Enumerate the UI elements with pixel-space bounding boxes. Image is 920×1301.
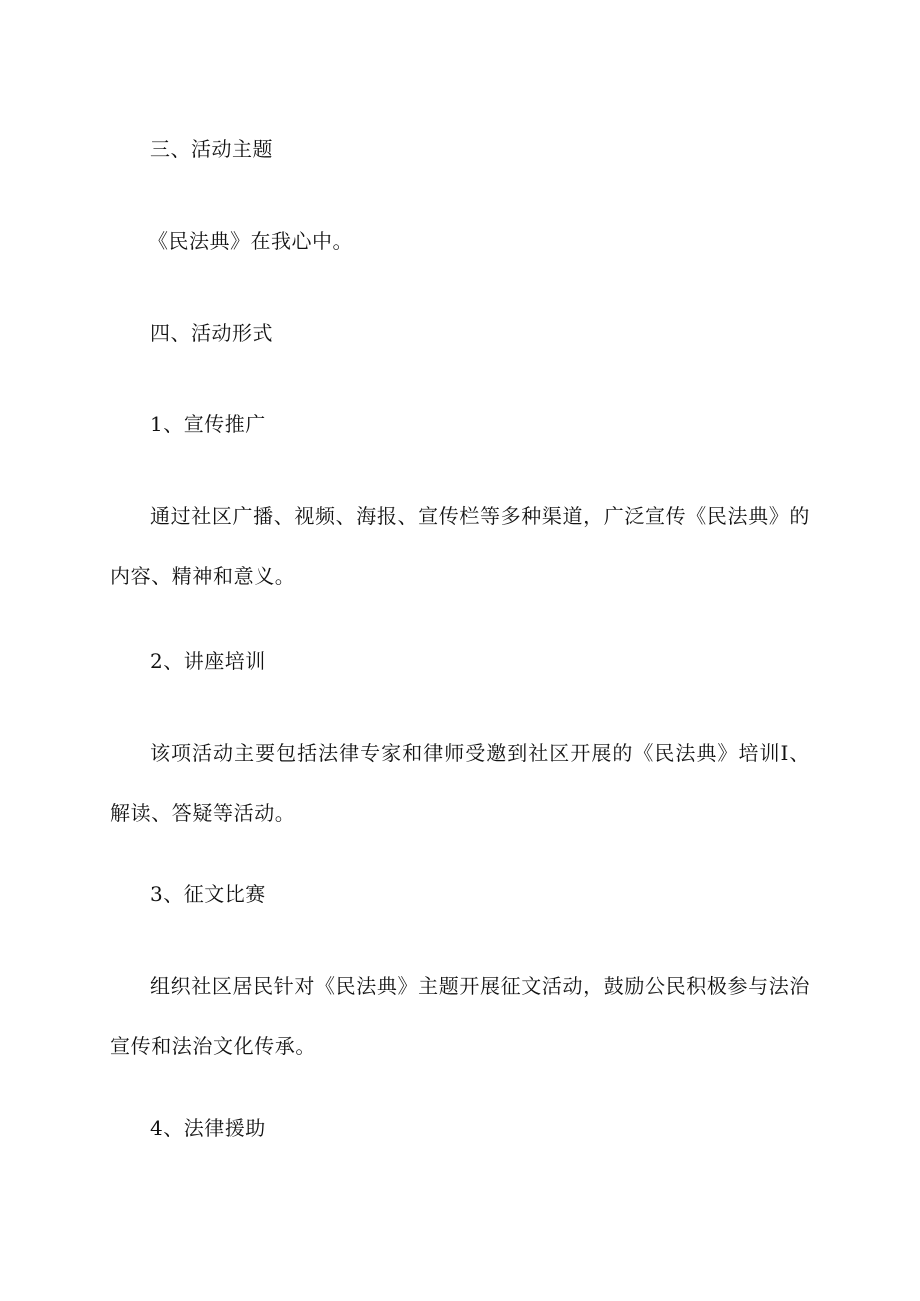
item-heading-lecture-training: 2、讲座培训 (150, 649, 266, 673)
item-body-lecture-training: 该项活动主要包括法律专家和律师受邀到社区开展的《民法典》培训I、解读、答疑等活动。 (110, 741, 810, 825)
activity-theme-text: 《民法典》在我心中。 (148, 229, 353, 253)
section-heading-activity-form: 四、活动形式 (150, 321, 273, 345)
item-heading-essay-contest: 3、征文比赛 (150, 882, 266, 906)
item-body-promotion: 通过社区广播、视频、海报、宣传栏等多种渠道，广泛宣传《民法典》的内容、精神和意义。 (110, 504, 810, 588)
section-heading-activity-theme: 三、活动主题 (150, 137, 273, 161)
item-heading-promotion: 1、宣传推广 (150, 412, 266, 436)
item-body-essay-contest: 组织社区居民针对《民法典》主题开展征文活动，鼓励公民积极参与法治宣传和法治文化传承。 (110, 974, 810, 1058)
item-heading-legal-aid: 4、法律援助 (150, 1116, 266, 1140)
